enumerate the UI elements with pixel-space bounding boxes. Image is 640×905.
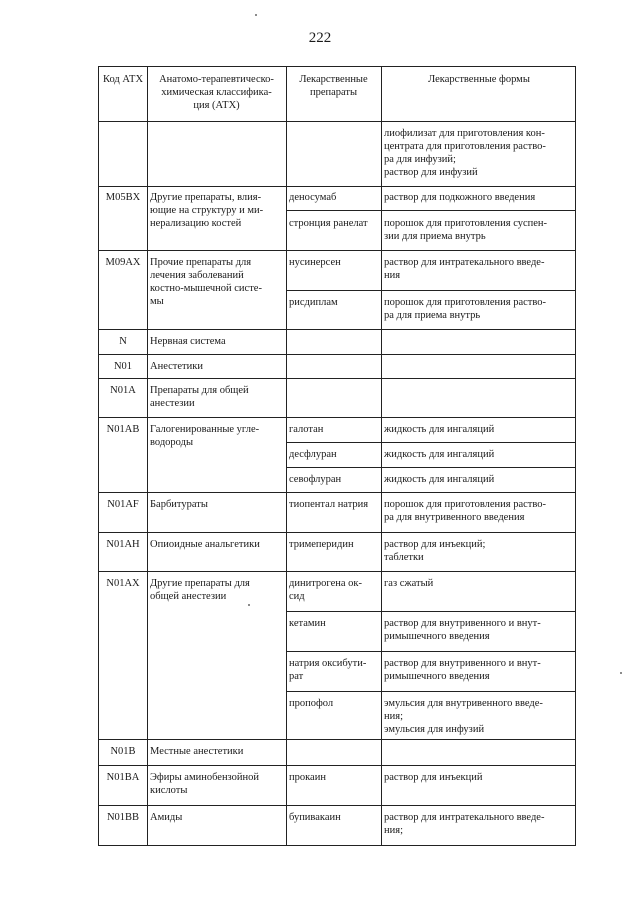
dosage-form-cell: порошок для приготовления суспен- зии для приема внутрь	[384, 218, 548, 242]
drug-name-cell: прокаин	[289, 772, 326, 783]
atc-code-cell: N01AF	[107, 499, 139, 510]
atc-name-cell: Анестетики	[150, 361, 203, 372]
drug-name-cell: нусинерсен	[289, 257, 341, 268]
drug-name-cell: севофлуран	[289, 474, 342, 485]
row-divider	[286, 210, 575, 211]
row-divider	[99, 571, 575, 572]
row-divider	[99, 329, 575, 330]
row-divider	[286, 467, 575, 468]
row-divider	[99, 739, 575, 740]
row-divider	[286, 442, 575, 443]
row-divider	[286, 691, 575, 692]
header-drugs: Лекарственные препараты	[299, 74, 368, 98]
dosage-form-cell: раствор для внутривенного и внут- римышечного введения	[384, 658, 541, 682]
dosage-form-cell: раствор для интратекального введе- ния;	[384, 812, 545, 836]
row-divider	[99, 378, 575, 379]
atc-code-cell: M09AX	[105, 257, 141, 268]
atc-name-cell: Прочие препараты для лечения заболеваний костно-мышечной систе- мы	[150, 257, 262, 307]
drug-name-cell: стронция ранелат	[289, 218, 368, 229]
drug-name-cell: бупивакаин	[289, 812, 341, 823]
atc-name-cell: Местные анестетики	[150, 746, 244, 757]
atc-name-cell: Амиды	[150, 812, 183, 823]
dosage-form-cell: раствор для инъекций; таблетки	[384, 539, 486, 563]
atc-code-cell: N	[119, 336, 127, 347]
row-divider	[99, 250, 575, 251]
dosage-form-cell: раствор для внутривенного и внут- римышечного введения	[384, 618, 541, 642]
atc-name-cell: Нервная система	[150, 336, 226, 347]
page-number: 222	[308, 30, 332, 46]
atc-name-cell: Опиоидные анальгетики	[150, 539, 260, 550]
drug-name-cell: рисдиплам	[289, 297, 338, 308]
scan-speck	[620, 672, 622, 674]
header-classification: Анатомо-терапевтическо- химическая классифика- ция (АТХ)	[159, 74, 274, 111]
atc-code-cell: N01AB	[106, 424, 140, 435]
dosage-form-cell: жидкость для ингаляций	[384, 449, 495, 460]
atc-name-cell: Барбитураты	[150, 499, 208, 510]
dosage-form-cell: жидкость для ингаляций	[384, 424, 495, 435]
drug-name-cell: тиопентал натрия	[289, 499, 369, 510]
row-divider	[99, 492, 575, 493]
column-divider	[147, 67, 148, 845]
drug-name-cell: десфлуран	[289, 449, 337, 460]
dosage-form-cell: раствор для подкожного введения	[384, 192, 536, 203]
atc-code-cell: N01B	[110, 746, 136, 757]
dosage-form-cell: раствор для интратекального введе- ния	[384, 257, 545, 281]
atc-code-cell: N01	[113, 361, 133, 372]
dosage-form-cell: раствор для инъекций	[384, 772, 483, 783]
header-code: Код АТХ	[102, 74, 144, 85]
scan-speck	[255, 14, 257, 16]
atc-name-cell: Галогенированные угле- водороды	[150, 424, 260, 448]
dosage-form-cell: газ сжатый	[384, 578, 434, 589]
row-divider	[99, 186, 575, 187]
row-divider	[286, 611, 575, 612]
header-forms: Лекарственные формы	[428, 74, 530, 85]
row-divider	[286, 290, 575, 291]
drug-name-cell: натрия оксибути- рат	[289, 658, 367, 682]
drug-name-cell: кетамин	[289, 618, 326, 629]
dosage-form-cell: жидкость для ингаляций	[384, 474, 495, 485]
dosage-form-cell: эмульсия для внутривенного введе- ния; эмульсия для инфузий	[384, 698, 543, 735]
row-divider	[99, 765, 575, 766]
scan-speck	[248, 604, 250, 606]
atc-name-cell: Препараты для общей анестезии	[150, 385, 249, 409]
dosage-form-cell: порошок для приготовления раство- ра для приема внутрь	[384, 297, 547, 321]
drug-name-cell: галотан	[289, 424, 324, 435]
atc-code-cell: N01AX	[106, 578, 140, 589]
drug-name-cell: деносумаб	[289, 192, 337, 203]
row-divider	[99, 417, 575, 418]
atc-code-cell: N01BA	[106, 772, 140, 783]
atc-name-cell: Другие препараты, влия- ющие на структуру и ми- нерализацию костей	[150, 192, 264, 229]
atc-code-cell: N01BB	[106, 812, 140, 823]
atc-code-cell: N01A	[110, 385, 136, 396]
dosage-form-cell: лиофилизат для приготовления кон- центрата для приготовления раство- ра для инфузий; раствор для инфузий	[384, 128, 546, 178]
row-divider	[286, 651, 575, 652]
drug-name-cell: динитрогена ок- сид	[289, 578, 362, 602]
drug-name-cell: тримеперидин	[289, 539, 354, 550]
atc-name-cell: Другие препараты для общей анестезии	[150, 578, 250, 602]
atc-code-cell: N01AH	[106, 539, 140, 550]
row-divider	[99, 532, 575, 533]
dosage-form-cell: порошок для приготовления раство- ра для внутривенного введения	[384, 499, 547, 523]
row-divider	[99, 805, 575, 806]
atc-drug-table	[98, 66, 576, 846]
atc-name-cell: Эфиры аминобензойной кислоты	[150, 772, 260, 796]
drug-name-cell: пропофол	[289, 698, 334, 709]
row-divider	[99, 354, 575, 355]
row-divider	[99, 121, 575, 122]
atc-code-cell: M05BX	[105, 192, 141, 203]
